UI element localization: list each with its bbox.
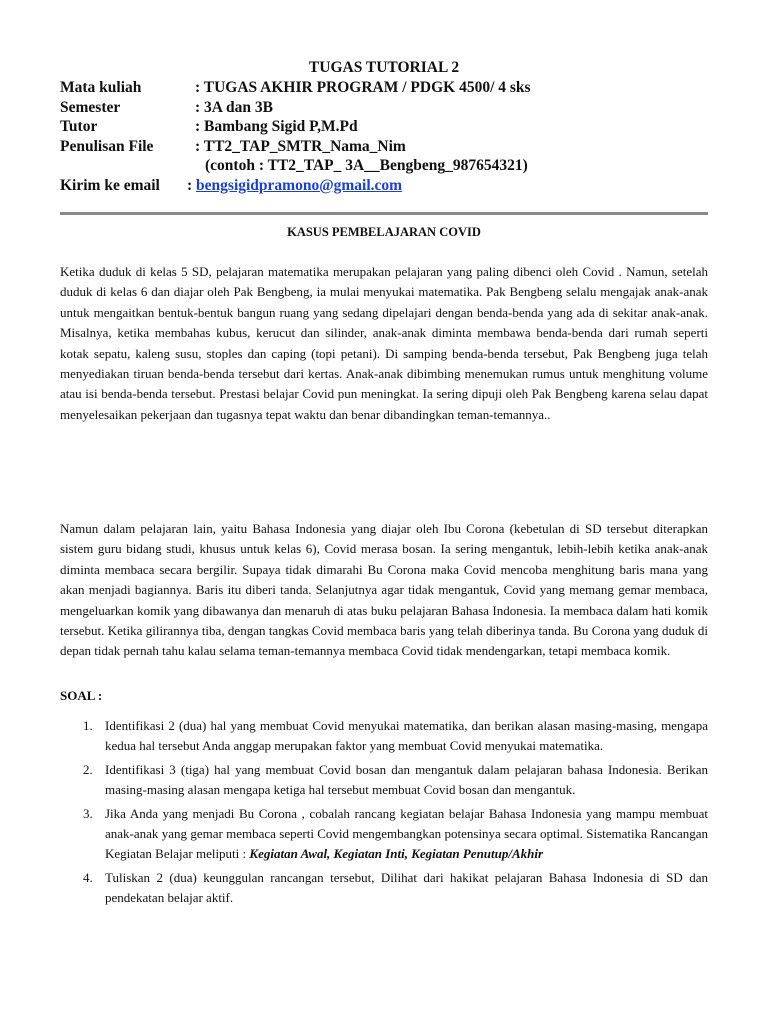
question-item (60, 760, 708, 801)
meta-label: Semester (60, 98, 121, 116)
meta-row-filename (60, 137, 531, 157)
question-text: Jika Anda yang menjadi Bu Corona , cobalah rancang kegiatan belajar Bahasa Indonesia yang mampu membuat anak-anak yang gemar membaca seperti Covid mengembangkan potensinya secara optimal. Sistematika Rancangan Kegiatan Belajar meliputi : (105, 805, 708, 862)
email-link[interactable]: bengsigidpramono@gmail.com (196, 176, 403, 194)
questions-list (60, 716, 708, 912)
question-text: Tuliskan 2 (dua) keunggulan rancangan tersebut, Dilihat dari hakikat pelajaran Bahasa Indonesia di SD dan pendekatan belajar aktif. (105, 869, 708, 906)
case-title: KASUS PEMBELAJARAN COVID (287, 225, 481, 239)
question-item (60, 804, 708, 865)
assignment-metadata (60, 78, 531, 196)
question-item (60, 716, 708, 757)
meta-row-course (60, 78, 531, 98)
case-paragraph-1: Ketika duduk di kelas 5 SD, pelajaran matematika merupakan pelajaran yang paling dibenci oleh Covid . Namun, setelah duduk di kelas 6 dan diajar oleh Pak Bengbeng, ia mulai menyukai matematika. Pak Bengbeng selalu mengajak anak-anak untuk mengaitkan bentuk-bentuk bangun ruang yang sedang dipelajari dengan benda-benda yang ada di sekitar anak-anak. Misalnya, ketika membahas kubus, kerucut dan silinder, anak-anak diminta membawa benda-benda dari rumah seperti kotak sepatu, kaleng susu, stoples dan caping (topi petani). Di samping benda-benda tersebut, Pak Bengbeng juga telah menyediakan tiruan benda-benda tersebut dari kertas. Anak-anak dibimbing menemukan rumus untuk menghitung volume atau isi benda-benda tersebut. Prestasi belajar Covid pun meningkat. Ia sering dipuji oleh Pak Bengbeng karena selau dapat menyelesaikan pekerjaan dan tugasnya tepat waktu dan benar dibandingkan teman-temannya.. (60, 264, 708, 422)
meta-value: : Bambang Sigid P,M.Pd (195, 118, 358, 136)
question-number: 2. (83, 761, 93, 777)
meta-row-email (60, 176, 531, 196)
meta-label: Tutor (60, 118, 98, 136)
meta-value: : TUGAS AKHIR PROGRAM / PDGK 4500/ 4 sks (195, 79, 531, 96)
question-number: 4. (83, 869, 93, 885)
assignment-title: TUGAS TUTORIAL 2 (308, 59, 460, 76)
case-paragraph-2: Namun dalam pelajaran lain, yaitu Bahasa Indonesia yang diajar oleh Ibu Corona (kebetulan di SD tersebut diterapkan sistem guru bidang studi, khusus untuk kelas 6), Covid merasa bosan. Ia sering mengantuk, lebih-lebih ketika anak-anak diminta membaca secara bergilir. Supaya tidak dimarahi Bu Corona maka Covid mencoba menghitung baris mana yang akan menjadi bagiannya. Baris itu diberi tanda. Selanjutnya agar tidak mengantuk, Covid yang memang gemar membaca, mengeluarkan komik yang dibawanya dan menaruh di atas buku pelajaran Bahasa Indonesia. Ia membaca dalam hati komik tersebut. Ketika gilirannya tiba, dengan tangkas Covid membaca baris yang telah diberinya tanda. Bu Corona yang duduk di depan tidak pernah tahu kalau selama teman-temannya membaca Covid tidak mendengarkan, tetapi membaca komik. (60, 521, 708, 659)
email-label: Kirim ke email (60, 176, 160, 194)
meta-row-semester (60, 98, 531, 118)
meta-label: Mata kuliah (60, 79, 142, 96)
meta-row-tutor (60, 117, 531, 137)
meta-label: Penulisan File (60, 137, 154, 155)
header-divider (60, 212, 708, 215)
question-text: Identifikasi 2 (dua) hal yang membuat Covid menyukai matematika, dan berikan alasan masing-masing, mengapa kedua hal tersebut Anda anggap merupakan faktor yang membuat Covid menyukai matematika. (105, 718, 708, 754)
filename-example: (contoh : TT2_TAP_ 3A__Bengbeng_987654321) (205, 157, 528, 175)
question-number: 3. (83, 805, 93, 821)
question-emphasis: Kegiatan Awal, Kegiatan Inti, Kegiatan Penutup/Akhir (249, 846, 544, 862)
meta-value: : 3A dan 3B (195, 98, 273, 116)
question-item (60, 868, 708, 909)
question-text: Identifikasi 3 (tiga) hal yang membuat Covid bosan dan mengantuk dalam pelajaran bahasa Indonesia. Berikan masing-masing alasan mengapa ketiga hal tersebut membuat Covid bosan dan mengantuk. (105, 761, 708, 798)
questions-title: SOAL : (60, 688, 103, 703)
email-separator: : (187, 176, 193, 194)
meta-value: : TT2_TAP_SMTR_Nama_Nim (195, 137, 406, 155)
question-number: 1. (83, 718, 93, 733)
question-text-wrapper (105, 804, 708, 865)
meta-row-filename-example (60, 156, 531, 176)
